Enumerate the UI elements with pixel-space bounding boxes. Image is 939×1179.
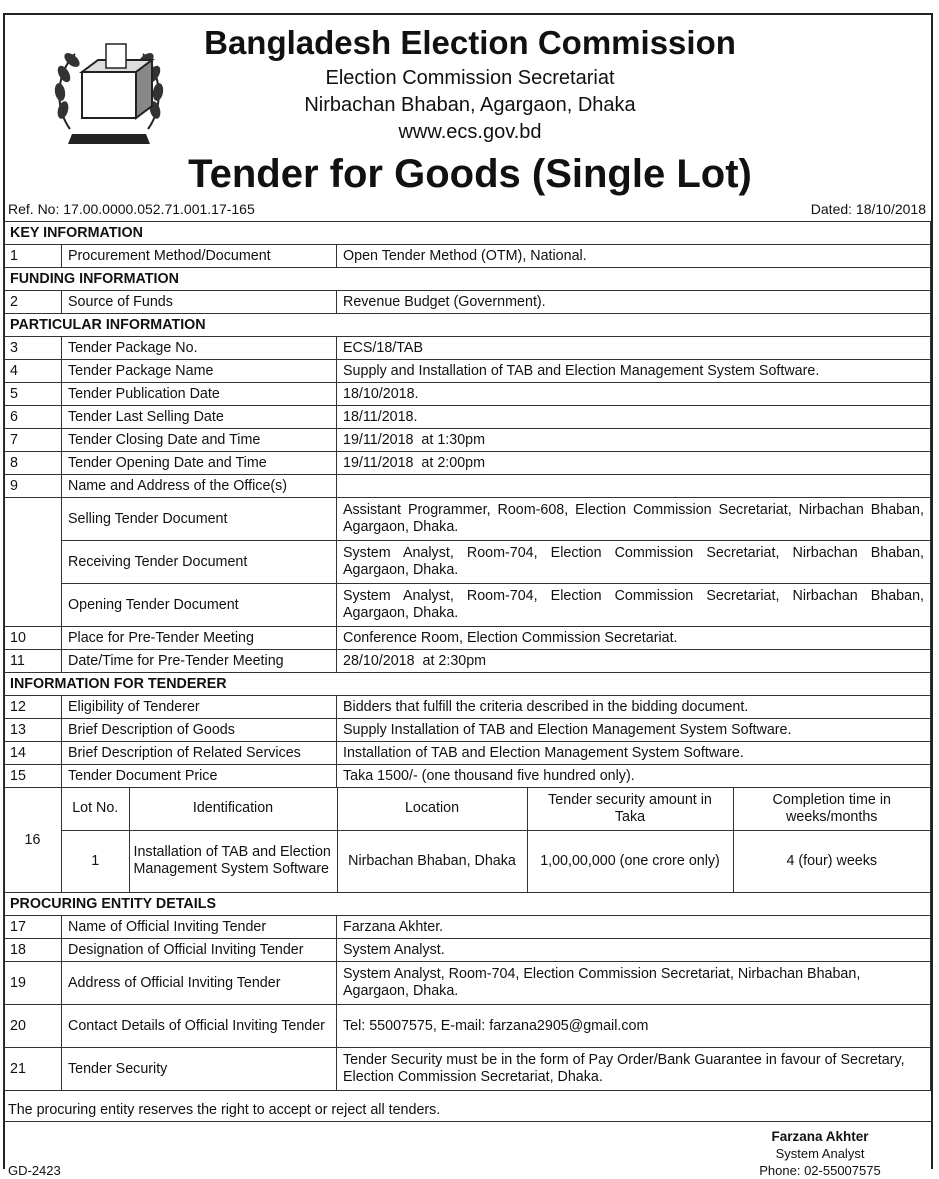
row-number: 21 — [4, 1048, 62, 1091]
row-value: Open Tender Method (OTM), National. — [337, 245, 931, 268]
row-number: 11 — [4, 650, 62, 673]
table-row — [4, 788, 931, 893]
header — [0, 14, 939, 200]
table-row — [4, 406, 931, 429]
row-label: Tender Closing Date and Time — [62, 429, 337, 452]
table-row — [4, 939, 931, 962]
address-line: Nirbachan Bhaban, Agargaon, Dhaka — [304, 94, 636, 116]
signer-phone: Phone: 02-55007575 — [759, 1163, 881, 1178]
location-header: Location — [337, 788, 527, 830]
row-label: Tender Security — [62, 1048, 337, 1091]
section-tenderer: INFORMATION FOR TENDERER — [4, 673, 931, 696]
row-number: 18 — [4, 939, 62, 962]
row-number: 9 — [4, 475, 62, 498]
section-funding: FUNDING INFORMATION — [4, 268, 931, 291]
lot-number: 1 — [62, 830, 129, 892]
row-label: Tender Opening Date and Time — [62, 452, 337, 475]
table-row — [4, 475, 931, 498]
row-label: Contact Details of Official Inviting Tender — [62, 1005, 337, 1048]
row-value: ECS/18/TAB — [337, 337, 931, 360]
row-label: Designation of Official Inviting Tender — [62, 939, 337, 962]
section-particular: PARTICULAR INFORMATION — [4, 314, 931, 337]
lot-security: 1,00,00,000 (one crore only) — [527, 830, 733, 892]
lot-header-row — [62, 788, 930, 830]
row-value: Farzana Akhter. — [337, 916, 931, 939]
table-row — [4, 1005, 931, 1048]
table-row — [4, 696, 931, 719]
row-label: Date/Time for Pre-Tender Meeting — [62, 650, 337, 673]
row-value: System Analyst, Room-704, Election Commission Secretariat, Nirbachan Bhaban, Agargaon, Dhaka. — [337, 541, 931, 584]
table-row — [4, 962, 931, 1005]
row-number: 1 — [4, 245, 62, 268]
table-row — [4, 765, 931, 788]
row-label: Name and Address of the Office(s) — [62, 475, 337, 498]
row-value: Conference Room, Election Commission Secretariat. — [337, 627, 931, 650]
row-label: Brief Description of Related Services — [62, 742, 337, 765]
row-label: Name of Official Inviting Tender — [62, 916, 337, 939]
lot-table-cell — [62, 788, 931, 893]
table-row — [4, 742, 931, 765]
row-number: 2 — [4, 291, 62, 314]
row-number: 3 — [4, 337, 62, 360]
row-value: Assistant Programmer, Room-608, Election Commission Secretariat, Nirbachan Bhaban, Agargaon, Dhaka. — [337, 498, 931, 541]
website-line: www.ecs.gov.bd — [398, 121, 542, 143]
identification-header: Identification — [129, 788, 337, 830]
divider — [3, 1121, 933, 1122]
ref-number: Ref. No: 17.00.0000.052.71.001.17-165 — [8, 201, 255, 217]
table-row — [4, 429, 931, 452]
row-label: Source of Funds — [62, 291, 337, 314]
table-row — [4, 245, 931, 268]
table-row — [4, 452, 931, 475]
row-number: 4 — [4, 360, 62, 383]
row-value — [337, 475, 931, 498]
row-value: System Analyst. — [337, 939, 931, 962]
row-value: System Analyst, Room-704, Election Commission Secretariat, Nirbachan Bhaban, Agargaon, Dhaka. — [337, 584, 931, 627]
table-row — [4, 627, 931, 650]
footer-note: The procuring entity reserves the right to accept or reject all tenders. — [8, 1102, 441, 1118]
lot-completion: 4 (four) weeks — [733, 830, 930, 892]
row-value: Supply Installation of TAB and Election Management System Software. — [337, 719, 931, 742]
row-value: 18/11/2018. — [337, 406, 931, 429]
row-number: 5 — [4, 383, 62, 406]
table-row — [4, 360, 931, 383]
row-number: 15 — [4, 765, 62, 788]
table-row — [4, 383, 931, 406]
security-header: Tender security amount in Taka — [527, 788, 733, 830]
row-number: 19 — [4, 962, 62, 1005]
row-value: System Analyst, Room-704, Election Commission Secretariat, Nirbachan Bhaban, Agargaon, Dhaka. — [337, 962, 931, 1005]
row-value: 18/10/2018. — [337, 383, 931, 406]
row-label: Eligibility of Tenderer — [62, 696, 337, 719]
row-label: Tender Document Price — [62, 765, 337, 788]
gd-code: GD-2423 — [8, 1163, 61, 1178]
row-label: Address of Official Inviting Tender — [62, 962, 337, 1005]
row-number: 20 — [4, 1005, 62, 1048]
table-row — [4, 650, 931, 673]
reference-row — [8, 201, 926, 219]
lot-identification: Installation of TAB and Election Management System Software — [129, 830, 337, 892]
row-label: Selling Tender Document — [62, 498, 337, 541]
signature-block — [700, 1128, 939, 1179]
table-row — [4, 291, 931, 314]
lot-row — [62, 830, 930, 892]
row-number: 17 — [4, 916, 62, 939]
row-label: Tender Publication Date — [62, 383, 337, 406]
table-row — [4, 719, 931, 742]
dated: Dated: 18/10/2018 — [810, 201, 926, 217]
secretariat-line: Election Commission Secretariat — [325, 67, 615, 89]
row-number: 14 — [4, 742, 62, 765]
row-label: Opening Tender Document — [62, 584, 337, 627]
row-value: Installation of TAB and Election Management System Software. — [337, 742, 931, 765]
row-label: Brief Description of Goods — [62, 719, 337, 742]
lot-header: Lot No. — [62, 788, 129, 830]
row-number: 8 — [4, 452, 62, 475]
row-value: 19/11/2018 at 2:00pm — [337, 452, 931, 475]
row-number: 13 — [4, 719, 62, 742]
completion-header: Completion time in weeks/months — [733, 788, 930, 830]
table-row — [4, 498, 931, 541]
row-value: Tel: 55007575, E-mail: farzana2905@gmail.com — [337, 1005, 931, 1048]
row-number-blank — [4, 498, 62, 627]
table-row — [4, 1048, 931, 1091]
signer-name: Farzana Akhter — [771, 1129, 869, 1144]
row-label: Receiving Tender Document — [62, 541, 337, 584]
table-row — [4, 541, 931, 584]
org-title: Bangladesh Election Commission — [204, 24, 736, 61]
row-label: Tender Package Name — [62, 360, 337, 383]
table-row — [4, 584, 931, 627]
row-value: Revenue Budget (Government). — [337, 291, 931, 314]
row-value: Supply and Installation of TAB and Election Management System Software. — [337, 360, 931, 383]
row-number: 10 — [4, 627, 62, 650]
row-value: 19/11/2018 at 1:30pm — [337, 429, 931, 452]
tender-title: Tender for Goods (Single Lot) — [188, 152, 752, 196]
tender-table — [3, 221, 931, 1091]
row-number: 7 — [4, 429, 62, 452]
row-label: Tender Last Selling Date — [62, 406, 337, 429]
row-number: 16 — [4, 788, 62, 893]
section-key: KEY INFORMATION — [4, 222, 931, 245]
lot-location: Nirbachan Bhaban, Dhaka — [337, 830, 527, 892]
row-value: 28/10/2018 at 2:30pm — [337, 650, 931, 673]
table-row — [4, 916, 931, 939]
row-number: 12 — [4, 696, 62, 719]
table-row — [4, 337, 931, 360]
section-procuring: PROCURING ENTITY DETAILS — [4, 893, 931, 916]
row-label: Procurement Method/Document — [62, 245, 337, 268]
lot-table — [62, 788, 930, 892]
row-value: Taka 1500/- (one thousand five hundred only). — [337, 765, 931, 788]
row-label: Tender Package No. — [62, 337, 337, 360]
row-value: Tender Security must be in the form of Pay Order/Bank Guarantee in favour of Secretary, Election Commission Secretariat, Dhaka. — [337, 1048, 931, 1091]
row-label: Place for Pre-Tender Meeting — [62, 627, 337, 650]
signer-title: System Analyst — [775, 1146, 865, 1161]
row-value: Bidders that fulfill the criteria described in the bidding document. — [337, 696, 931, 719]
row-number: 6 — [4, 406, 62, 429]
